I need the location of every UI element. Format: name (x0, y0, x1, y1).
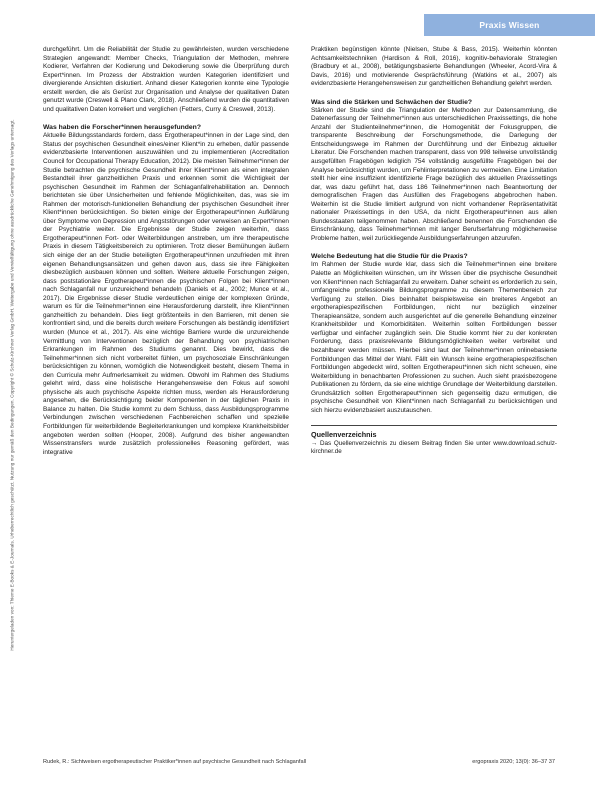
vertical-copyright-note (6, 30, 18, 740)
paragraph: Aktuelle Bildungsstandards fordern, dass Ergotherapeut*innen in der Lage sind, den Status der psychischen Gesundheit eines/einer Klient*in zu erheben, dafür passende evidenzbasierte Interventionen auszuwählen und zu implementieren (Accreditation Council for Occupational Therapy Education, 2012). Die meisten Teilnehmer*innen der Studie betrachten die psychische Gesundheit ihrer Klient*innen als einen integralen Bestandteil ihrer ganzheitlichen Praxis und erkennen somit die Wichtigkeit der psychischen Gesundheit im Rahmen der Schlaganfallrehabilitation an. Dennoch berichteten sie über Unsicherheiten und fehlende Möglichkeiten, das, was sie im Rahmen der motorisch-funktionellen Behandlung der psychischen Gesundheit ihrer Klient*innen berücksichtigen. So bieten einige der Ergotherapeut*innen Aufklärung über Symptome von Depression und Angststörungen oder verweisen an Expert*innen der Psychiatrie weiter. Die Ergebnisse der Studie zeigen weiterhin, dass Ergotherapeut*innen Fort- oder Weiterbildungen anstreben, um ihre therapeutische Praxis in diesem Tätigkeitsbereich zu optimieren. Trotz dieser Bemühungen äußern sich einige der an der Studie beteiligten Ergotherapeut*innen unzufrieden mit ihren eigenen Behandlungsansätzen und gehen davon aus, dass sie ihre Fähigkeiten diesbezüglich ausbauen können und sollten. Weitere aktuelle Forschungen zeigen, dass poststationäre Ergotherapeut*innen die psychischen Folgen bei Klient*innen nach Schlaganfall nur unzureichend behandeln (Daniels et al., 2002; Munce et al., 2017). Die Ergebnisse dieser Studie verdeutlichen einige der komplexen Gründe, warum es für die Teilnehmer*innen eine Herausforderung darstellt, ihre Klient*innen ganzheitlich zu behandeln. Dies liegt größtenteils in den Barrieren, mit denen sie konfrontiert sind, und die bereits durch weitere Forschungen als beständig identifiziert wurden (Munce et al., 2017). Als eine wichtige Barriere wurde die unzureichende Vermittlung von Interventionen bezüglich der Behandlung von psychiatrischen Erkrankungen im Rahmen des Studiums genannt. Dies bewirkt, dass die Teilnehmer*innen sich nicht vorbereitet fühlen, um psychosoziale Einschränkungen berücksichtigen zu können, womöglich die Notwendigkeit besteht, diesem Thema in den Curricula mehr Aufmerksamkeit zu widmen. Obwohl im Rahmen des Studiums gelehrt wird, dass eine holistische Herangehensweise den Fokus auf sowohl physische als auch psychische Aspekte richten muss, werden als Herausforderung angesehen, die Berücksichtigung beider Komponenten in der täglichen Praxis in Balance zu halten. Die Studie kommt zu dem Schluss, dass Ausbildungsprogramme Verbindungen zwischen verschiedenen Fachbereichen schaffen und spezielle Fortbildungen für weiterbildende Begleiterkrankungen und komplexe Krankheitsbilder angeboten werden sollten (Hooper, 2008). Aufgrund des bisher angewandten Wissenstransfers wurde zusätzlich professionelles Reasoning gefördert, was integrative (43, 132, 289, 456)
footer-citation: Rudek, R.: Sichtweisen ergotherapeutischer Praktiker*innen auf psychische Gesundheit nach Schlaganfall (43, 759, 307, 765)
paragraph: Praktiken begünstigen könnte (Nielsen, Stube & Bass, 2015). Weiterhin könnten Achtsamkeitstechniken (Hardison & Roll, 2016), kognitiv-behaviorale Strategien (Bradbury et al., 2008), betätigungsbasierte Behandlungen (Wheeler, Acord-Vira & Davis, 2016) und motivierende Gesprächsführung (Watkins et al., 2007) als evidenzbasierte Herangehensweisen zur ganzheitlichen Behandlung gelehrt werden. (311, 46, 557, 88)
section-heading: Welche Bedeutung hat die Studie für die Praxis? (311, 253, 468, 261)
paragraph: Stärken der Studie sind die Triangulation der Methoden zur Datensammlung, die Datenerfassung der Teilnehmer*innen aus unterschiedlichen Praxissettings, die hohe Anzahl der Studienteilnehmer*innen, die Homogenität der Fokusgruppen, die transparente Beschreibung der Forschungsmethode, die Darlegung der Entscheidungswege im Rahmen der Durchführung und der Einbezug aktueller Literatur. Die Forschenden machen transparent, dass von 998 teilweise unvollständig ausgefüllten Fragebögen lediglich 754 vollständig ausgefüllte Fragebögen bei der Analyse berücksichtigt wurden, um Fehlinterpretationen zu vermeiden. Eine Limitation stellt hier eine insuffizient identifizierte Frage bezüglich des aktuellen Praxissettings dar, was dazu geführt hat, dass 186 Teilnehmer*innen nach Beantwortung der demografischen Fragen das Ausfüllen des Fragebogens abgebrochen haben. Weiterhin ist die Studie limitiert aufgrund von nicht vorhandener Repräsentativität nationaler Praxissettings in den USA, da nicht Ergotherapeut*innen aus allen Bundesstaaten teilgenommen haben. Abschließend benennen die Forschenden die Einschränkung, dass Teilnehmer*innen mit langer Berufserfahrung möglicherweise Probleme hatten, weil zurückliegende Ausbildungserfahrungen abzurufen. (311, 106, 557, 242)
references-heading: Quellenverzeichnis (311, 425, 557, 440)
section-heading: Was haben die Forscher*innen herausgefunden? (43, 124, 201, 132)
left-column (43, 46, 289, 457)
paragraph: durchgeführt. Um die Reliabilität der Studie zu gewährleisten, wurden verschiedene Strategien angewandt: Member Checks, Triangulation der Methoden, mehrere Kodierer, Verfahren der Kodierung und Dekodierung sowie die Überprüfung durch Expert*innen. Im Prozess der Abstraktion wurden Kategorien identifiziert und divergierende Ansichten diskutiert. Anhand dieser Kategorien konnte eine Typologie erstellt werden, die als Gerüst zur Organisation und Analyse der qualitativen Daten genutzt wurde (Creswell & Plano Clark, 2018). Anschließend wurden die quantitativen und qualitativen Daten korreliert und verglichen (Fetters, Curry & Creswell, 2013). (43, 46, 289, 113)
section-badge: Praxis Wissen (424, 14, 595, 36)
section-heading: Was sind die Stärken und Schwächen der Studie? (311, 98, 473, 106)
right-column (311, 46, 557, 456)
paragraph: Im Rahmen der Studie wurde klar, dass sich die Teilnehmer*innen eine breitere Palette an Möglichkeiten wünschen, um ihr Wissen über die psychische Gesundheit von Klient*innen nach Schlaganfall zu erweitern. Daher scheint es erforderlich zu sein, umfangreiche professionelle Bildungsprogramme zu diesem Themenbereich zur Verfügung zu stellen. Dies beinhaltet beispielsweise ein breiteres Angebot an ergotherapiespezifischen Fortbildungen, nicht nur bezüglich einzelner Therapieansätze, sondern auch ausgerichtet auf die generelle Behandlung einzelner Krankheitsbilder und Komorbiditäten. Weiterhin sollten Fortbildungen besser verfügbar und einfacher zugänglich sein. Die Studie kommt hier zu der konkreten Forderung, dass praxisrelevante Bildungsmöglichkeiten weiter verbreitet und bezahlbarer werden müssen. Hierbei sind laut der Teilnehmer*innen onlinebasierte Fortbildungen das Mittel der Wahl. Fällt ein Wunsch keine ergotherapiespezifischen Fortbildungen abgedeckt wird, sollten Ergotherapeut*innen sich nicht scheuen, eine Weiterbildung in benachbarten Professionen zu suchen. Auch sieht praxisbezogene Publikationen zu fördern, da sie eine wichtige Grundlage der Weiterbildung darstellen. Grundsätzlich sollten Ergotherapeut*innen sich gegenseitig dazu ermutigen, die psychische Gesundheit von Klient*innen nach Schlaganfall zu berücksichtigen und sich hierzu evidenzbasiert auszutauschen. (311, 261, 557, 414)
footer-page-info: ergopraxis 2020; 13(0): 36–37 37 (472, 759, 555, 765)
references-note: → Das Quellenverzeichnis zu diesem Beitrag finden Sie unter www.download.schulz-kirchner.de (311, 439, 557, 456)
vertical-copyright-text: Heruntergeladen von: Thieme E-Books & E-Journals. Urheberrechtlich geschützt. Nutzung nur gemäß den Bedingungen. Copyright © Schulz-Kirchner Verlag GmbH. Weitergabe und Vervielfältigung ohne ausdrückliche Genehmigung des Verlags untersagt. (9, 119, 15, 651)
